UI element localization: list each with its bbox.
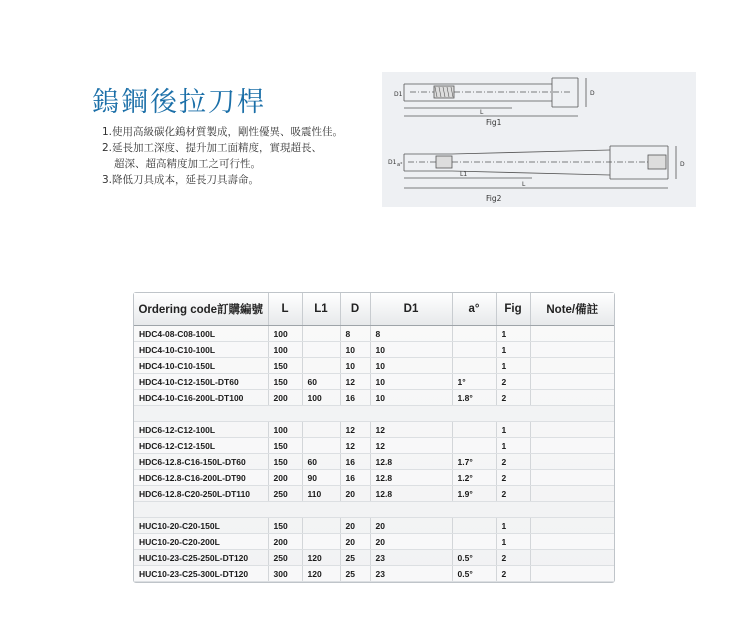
cell-d1: 10: [370, 374, 452, 390]
cell-note: [530, 566, 614, 582]
cell-note: [530, 326, 614, 342]
cell-l: 100: [268, 326, 302, 342]
page-title: 鎢鋼後拉刀桿: [92, 87, 266, 118]
cell-d1: 20: [370, 518, 452, 534]
cell-l1: 120: [302, 566, 340, 582]
cell-angle: 1.2°: [452, 470, 496, 486]
fig1-caption: Fig1: [486, 118, 502, 127]
cell-d1: 10: [370, 358, 452, 374]
cell-note: [530, 550, 614, 566]
cell-l: 250: [268, 550, 302, 566]
feature-item: 3.降低刀具成本，延長刀具壽命。: [102, 174, 260, 186]
feature-item: 超深、超高精度加工之可行性。: [114, 158, 261, 170]
cell-l: 300: [268, 566, 302, 582]
cell-d: 20: [340, 518, 370, 534]
cell-code: HDC4-10-C16-200L-DT100: [134, 390, 268, 406]
cell-code: HDC6-12.8-C20-250L-DT110: [134, 486, 268, 502]
header-note: Note/備註: [530, 293, 614, 326]
cell-d1: 12.8: [370, 470, 452, 486]
table-row: [134, 374, 614, 390]
cell-l1: [302, 326, 340, 342]
cell-code: HDC6-12.8-C16-200L-DT90: [134, 470, 268, 486]
cell-note: [530, 454, 614, 470]
cell-code: HUC10-20-C20-200L: [134, 534, 268, 550]
cell-d1: 10: [370, 342, 452, 358]
header-ordering-code: Ordering code訂購編號: [134, 293, 268, 326]
ordering-table: [134, 293, 614, 582]
table-header-row: [134, 293, 614, 326]
cell-fig: 2: [496, 454, 530, 470]
cell-note: [530, 470, 614, 486]
cell-angle: 1.9°: [452, 486, 496, 502]
cell-code: HDC4-10-C10-150L: [134, 358, 268, 374]
cell-angle: 1.8°: [452, 390, 496, 406]
cell-d: 20: [340, 534, 370, 550]
table-row: [134, 342, 614, 358]
cell-d1: 12: [370, 438, 452, 454]
cell-l: 150: [268, 518, 302, 534]
cell-l1: 100: [302, 390, 340, 406]
cell-d1: 12.8: [370, 454, 452, 470]
ordering-table-panel: [133, 292, 615, 583]
feature-list: [102, 124, 382, 188]
cell-d: 12: [340, 374, 370, 390]
cell-d1: 12.8: [370, 486, 452, 502]
group-separator: [134, 502, 614, 518]
cell-l: 100: [268, 422, 302, 438]
cell-code: HDC4-10-C10-100L: [134, 342, 268, 358]
cell-d1: 8: [370, 326, 452, 342]
table-row: [134, 470, 614, 486]
cell-code: HDC6-12.8-C16-150L-DT60: [134, 454, 268, 470]
cell-note: [530, 374, 614, 390]
cell-angle: 0.5°: [452, 566, 496, 582]
cell-d: 10: [340, 342, 370, 358]
cell-code: HUC10-20-C20-150L: [134, 518, 268, 534]
cell-angle: [452, 438, 496, 454]
fig1-d-label: D: [590, 90, 595, 97]
cell-angle: [452, 326, 496, 342]
cell-d: 16: [340, 454, 370, 470]
cell-angle: 1°: [452, 374, 496, 390]
cell-l: 200: [268, 534, 302, 550]
cell-code: HDC4-10-C12-150L-DT60: [134, 374, 268, 390]
cell-angle: 0.5°: [452, 550, 496, 566]
cell-code: HDC6-12-C12-100L: [134, 422, 268, 438]
header-l1: L1: [302, 293, 340, 326]
cell-fig: 1: [496, 326, 530, 342]
cell-d: 12: [340, 438, 370, 454]
cell-note: [530, 390, 614, 406]
cell-note: [530, 518, 614, 534]
cell-angle: [452, 518, 496, 534]
cell-fig: 1: [496, 518, 530, 534]
tool-diagram: [382, 72, 696, 207]
cell-l: 100: [268, 342, 302, 358]
cell-note: [530, 438, 614, 454]
cell-code: HDC4-08-C08-100L: [134, 326, 268, 342]
cell-fig: 1: [496, 438, 530, 454]
cell-d1: 23: [370, 550, 452, 566]
fig2-l1-label: L1: [460, 171, 468, 178]
cell-note: [530, 422, 614, 438]
cell-l1: 90: [302, 470, 340, 486]
cell-l1: 110: [302, 486, 340, 502]
cell-l1: 60: [302, 454, 340, 470]
figure-panel: [382, 72, 696, 207]
cell-d1: 12: [370, 422, 452, 438]
cell-d1: 23: [370, 566, 452, 582]
cell-angle: [452, 422, 496, 438]
separator-cell: [134, 406, 614, 422]
cell-l1: 60: [302, 374, 340, 390]
table-row: [134, 486, 614, 502]
cell-l: 250: [268, 486, 302, 502]
cell-l1: [302, 342, 340, 358]
cell-fig: 1: [496, 534, 530, 550]
table-row: [134, 534, 614, 550]
header-l: L: [268, 293, 302, 326]
cell-d: 16: [340, 390, 370, 406]
cell-code: HDC6-12-C12-150L: [134, 438, 268, 454]
cell-fig: 1: [496, 358, 530, 374]
cell-d: 8: [340, 326, 370, 342]
header-fig: Fig: [496, 293, 530, 326]
fig2-drawing: [404, 146, 676, 188]
header-angle: a°: [452, 293, 496, 326]
table-row: [134, 326, 614, 342]
fig2-d1-label: D1: [388, 159, 397, 166]
header-d: D: [340, 293, 370, 326]
cell-d: 25: [340, 566, 370, 582]
fig2-d-label: D: [680, 161, 685, 168]
fig2-l-label: L: [522, 181, 526, 188]
cell-d: 10: [340, 358, 370, 374]
cell-fig: 2: [496, 550, 530, 566]
cell-note: [530, 534, 614, 550]
table-row: [134, 518, 614, 534]
table-row: [134, 358, 614, 374]
cell-angle: 1.7°: [452, 454, 496, 470]
table-body: [134, 326, 614, 582]
cell-fig: 2: [496, 566, 530, 582]
group-separator: [134, 406, 614, 422]
cell-fig: 2: [496, 374, 530, 390]
table-row: [134, 438, 614, 454]
feature-item: 1.使用高級碳化鎢材質製成，剛性優異、吸震性佳。: [102, 126, 344, 138]
fig1-l-label: L: [480, 109, 484, 116]
cell-fig: 2: [496, 486, 530, 502]
fig2-angle-label: a°: [397, 162, 403, 168]
cell-fig: 1: [496, 422, 530, 438]
cell-angle: [452, 342, 496, 358]
cell-note: [530, 358, 614, 374]
fig1-drawing: [404, 78, 586, 116]
cell-angle: [452, 534, 496, 550]
cell-l: 150: [268, 438, 302, 454]
cell-l1: [302, 358, 340, 374]
cell-fig: 2: [496, 470, 530, 486]
cell-fig: 1: [496, 342, 530, 358]
cell-note: [530, 486, 614, 502]
cell-d: 16: [340, 470, 370, 486]
cell-d: 12: [340, 422, 370, 438]
table-row: [134, 566, 614, 582]
cell-l1: [302, 438, 340, 454]
cell-d: 25: [340, 550, 370, 566]
fig1-d1-label: D1: [394, 91, 403, 98]
cell-d1: 10: [370, 390, 452, 406]
table-row: [134, 390, 614, 406]
cell-code: HUC10-23-C25-300L-DT120: [134, 566, 268, 582]
fig2-caption: Fig2: [486, 194, 502, 203]
cell-d1: 20: [370, 534, 452, 550]
cell-l1: 120: [302, 550, 340, 566]
cell-l: 200: [268, 390, 302, 406]
table-row: [134, 550, 614, 566]
cell-code: HUC10-23-C25-250L-DT120: [134, 550, 268, 566]
separator-cell: [134, 502, 614, 518]
table-row: [134, 454, 614, 470]
feature-item: 2.延長加工深度、提升加工面精度，實現超長、: [102, 142, 323, 154]
table-row: [134, 422, 614, 438]
cell-fig: 2: [496, 390, 530, 406]
cell-note: [530, 342, 614, 358]
cell-l: 150: [268, 374, 302, 390]
cell-d: 20: [340, 486, 370, 502]
cell-angle: [452, 358, 496, 374]
cell-l1: [302, 534, 340, 550]
cell-l: 150: [268, 454, 302, 470]
cell-l: 200: [268, 470, 302, 486]
cell-l: 150: [268, 358, 302, 374]
cell-l1: [302, 422, 340, 438]
cell-l1: [302, 518, 340, 534]
header-d1: D1: [370, 293, 452, 326]
